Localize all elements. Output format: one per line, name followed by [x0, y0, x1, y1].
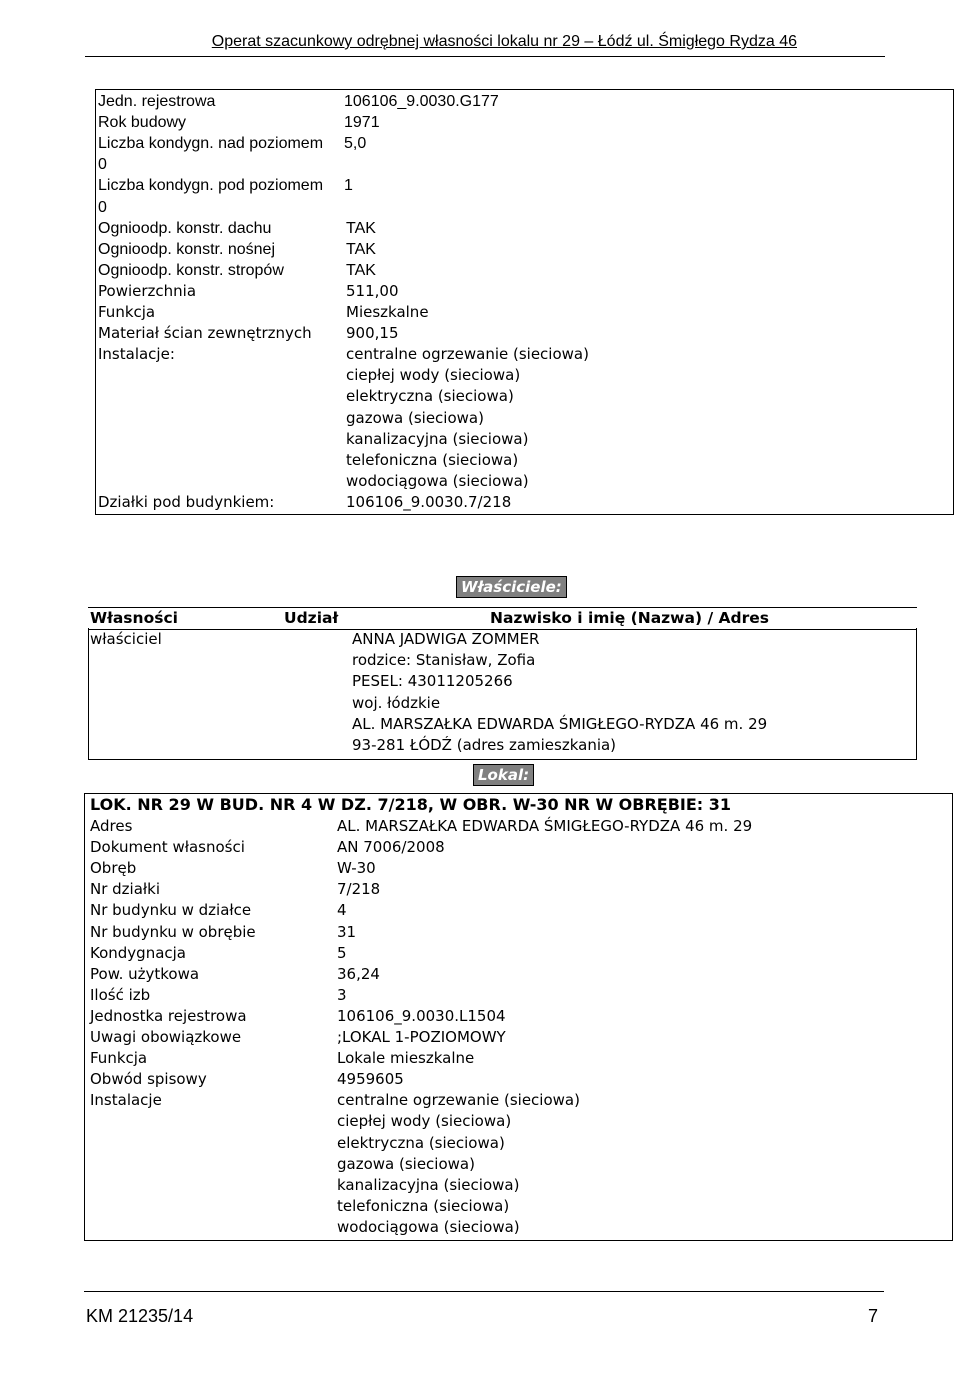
owner-line: 93-281 ŁÓDŹ (adres zamieszkania) — [352, 736, 617, 754]
unit-label: Jednostka rejestrowa — [90, 1006, 247, 1025]
unit-value: 106106_9.0030.L1504 — [337, 1006, 506, 1025]
header-ownership: Własności — [90, 609, 178, 627]
building-label: 0 — [98, 198, 107, 216]
unit-installation: kanalizacyjna (sieciowa) — [337, 1175, 520, 1194]
building-label: Ognioodp. konstr. stropów — [98, 261, 284, 279]
building-label: Jedn. rejestrowa — [98, 93, 216, 110]
building-label: Rok budowy — [98, 114, 187, 132]
unit-installation: gazowa (sieciowa) — [337, 1154, 475, 1173]
unit-value: AN 7006/2008 — [337, 838, 445, 857]
header-divider — [85, 56, 885, 57]
unit-label: Adres — [90, 817, 133, 835]
building-value: 900,15 — [346, 324, 399, 343]
building-value: 5,0 — [344, 135, 367, 153]
building-installation: wodociągowa (sieciowa) — [346, 471, 529, 490]
plots-value: 106106_9.0030.7/218 — [346, 492, 512, 511]
building-label: Ognioodp. konstr. nośnej — [98, 240, 276, 258]
building-installation: gazowa (sieciowa) — [346, 408, 484, 427]
owner-role: właściciel — [90, 630, 162, 648]
header-name: Nazwisko i imię (Nazwa) / Adres — [490, 609, 769, 627]
owner-line: ANNA JADWIGA ZOMMER — [352, 630, 540, 648]
unit-installation: elektryczna (sieciowa) — [337, 1133, 505, 1152]
building-label: 0 — [98, 156, 107, 174]
building-value: 1 — [344, 177, 353, 195]
unit-installation: wodociągowa (sieciowa) — [337, 1217, 520, 1236]
footer-divider — [84, 1291, 884, 1292]
building-installation: ciepłej wody (sieciowa) — [346, 366, 521, 385]
building-value: centralne ogrzewanie (sieciowa) — [346, 345, 589, 364]
building-value: Mieszkalne — [346, 303, 429, 321]
owner-line: woj. łódzkie — [352, 693, 441, 712]
unit-title: LOK. NR 29 W BUD. NR 4 W DZ. 7/218, W OBR. W-30 NR W OBRĘBIE: 31 — [90, 795, 732, 814]
building-label: Ognioodp. konstr. dachu — [98, 219, 272, 237]
unit-label: Obwód spisowy — [90, 1070, 207, 1089]
unit-value: 36,24 — [337, 964, 380, 983]
unit-label: Nr budynku w działce — [90, 901, 252, 920]
building-installation: telefoniczna (sieciowa) — [346, 450, 519, 469]
building-value: 1971 — [344, 114, 380, 132]
unit-value: AL. MARSZAŁKA EDWARDA ŚMIGŁEGO-RYDZA 46 m. 29 — [337, 817, 753, 835]
footer-case-number: KM 21235/14 — [86, 1306, 194, 1326]
building-value: TAK — [346, 240, 376, 258]
unit-label: Pow. użytkowa — [90, 964, 200, 983]
building-installation: elektryczna (sieciowa) — [346, 387, 514, 406]
building-label: Liczba kondygn. nad poziomem — [98, 135, 324, 153]
unit-label: Instalacje — [90, 1091, 162, 1110]
building-label: Funkcja — [98, 303, 156, 321]
building-value: 106106_9.0030.G177 — [344, 93, 499, 110]
unit-value: 4959605 — [337, 1070, 404, 1089]
building-value: 511,00 — [346, 281, 399, 300]
owner-line: rodzice: Stanisław, Zofia — [352, 651, 536, 670]
unit-installation: ciepłej wody (sieciowa) — [337, 1112, 512, 1131]
header-share: Udział — [284, 609, 339, 627]
unit-label: Funkcja — [90, 1049, 148, 1068]
unit-label: Dokument własności — [90, 838, 245, 857]
unit-value: W-30 — [337, 859, 376, 878]
unit-label: Nr budynku w obrębie — [90, 922, 256, 941]
unit-value: 5 — [337, 943, 347, 962]
unit-installation: telefoniczna (sieciowa) — [337, 1196, 510, 1215]
page-number: 7 — [867, 1306, 878, 1326]
owners-table-body — [88, 628, 917, 760]
owner-line: AL. MARSZAŁKA EDWARDA ŚMIGŁEGO-RYDZA 46 m. 29 — [352, 714, 768, 733]
unit-value: 7/218 — [337, 880, 381, 899]
unit-value: 3 — [337, 985, 347, 1004]
owners-section-title: Właściciele: — [456, 576, 567, 598]
unit-value: 31 — [337, 922, 357, 941]
unit-value: centralne ogrzewanie (sieciowa) — [337, 1091, 580, 1110]
unit-label: Ilość izb — [90, 985, 151, 1004]
building-value: TAK — [346, 219, 376, 237]
building-label: Powierzchnia — [98, 281, 197, 300]
unit-label: Obręb — [90, 859, 137, 878]
unit-info-box — [84, 793, 953, 1241]
building-label: Materiał ścian zewnętrznych — [98, 324, 312, 343]
unit-label: Uwagi obowiązkowe — [90, 1028, 242, 1046]
unit-value: Lokale mieszkalne — [337, 1049, 475, 1068]
unit-label: Kondygnacja — [90, 943, 186, 962]
building-label: Liczba kondygn. pod poziomem — [98, 177, 324, 195]
building-label: Instalacje: — [98, 345, 175, 364]
unit-value: 4 — [337, 901, 347, 920]
owner-line: PESEL: 43011205266 — [352, 672, 513, 691]
owners-table-header — [88, 607, 917, 630]
unit-value: ;LOKAL 1-POZIOMOWY — [337, 1028, 506, 1046]
document-title-link[interactable]: Operat szacunkowy odrębnej własności lokalu nr 29 – Łódź ul. Śmigłego Rydza 46 — [211, 33, 797, 50]
building-value: TAK — [346, 261, 376, 279]
building-installation: kanalizacyjna (sieciowa) — [346, 429, 529, 448]
unit-label: Nr działki — [90, 880, 161, 899]
unit-section-title: Lokal: — [473, 764, 534, 786]
plots-label: Działki pod budynkiem: — [98, 492, 275, 511]
building-info-box — [95, 89, 954, 515]
